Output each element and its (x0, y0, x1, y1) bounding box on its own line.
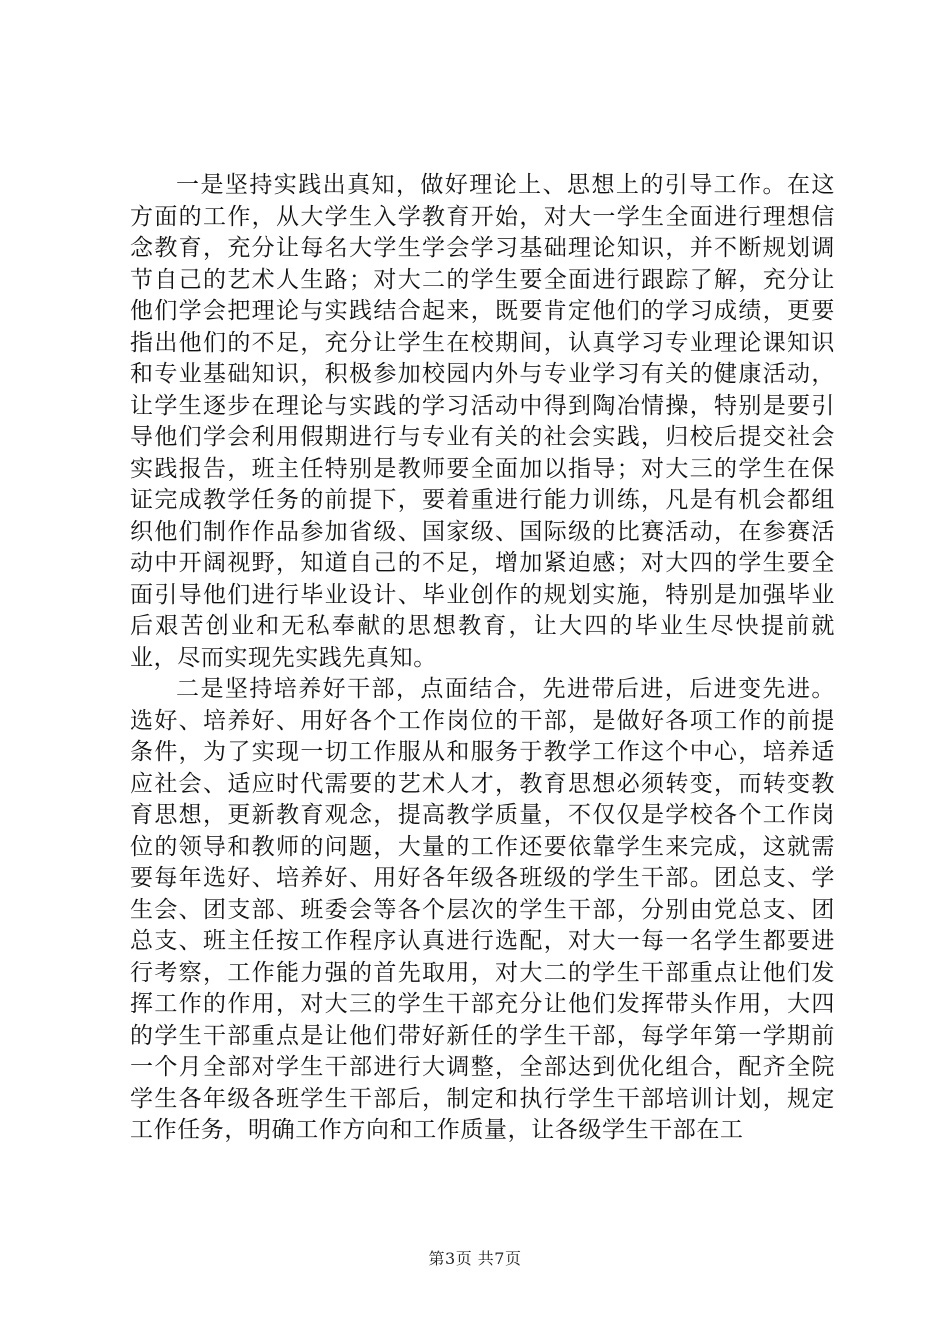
paragraph-practice: 一是坚持实践出真知，做好理论上、思想上的引导工作。在这方面的工作，从大学生入学教育开始，对大一学生全面进行理想信念教育，充分让每名大学生学会学习基础理论知识，并不断规划调节自己的艺术人生路；对大二的学生要全面进行跟踪了解，充分让他们学会把理论与实践结合起来，既要肯定他们的学习成绩，更要指出他们的不足，充分让学生在校期间，认真学习专业理论课知识和专业基础知识，积极参加校园内外与专业学习有关的健康活动，让学生逐步在理论与实践的学习活动中得到陶冶情操，特别是要引导他们学会利用假期进行与专业有关的社会实践，归校后提交社会实践报告，班主任特别是教师要全面加以指导；对大三的学生在保证完成教学任务的前提下，要着重进行能力训练，凡是有机会都组织他们制作作品参加省级、国家级、国际级的比赛活动，在参赛活动中开阔视野，知道自己的不足，增加紧迫感；对大四的学生要全面引导他们进行毕业设计、毕业创作的规划实施，特别是加强毕业后艰苦创业和无私奉献的思想教育，让大四的毕业生尽快提前就业，尽而实现先实践先真知。 (130, 172, 835, 671)
paragraph-cadres: 二是坚持培养好干部，点面结合，先进带后进，后进变先进。选好、培养好、用好各个工作岗位的干部，是做好各项工作的前提条件，为了实现一切工作服从和服务于教学工作这个中心，培养适应社会、适应时代需要的艺术人才，教育思想必须转变，而转变教育思想，更新教育观念，提高教学质量，不仅仅是学校各个工作岗位的领导和教师的问题，大量的工作还要依靠学生来完成，这就需要每年选好、培养好、用好各年级各班级的学生干部。团总支、学生会、团支部、班委会等各个层次的学生干部，分别由党总支、团总支、班主任按工作程序认真进行选配，对大一每一名学生都要进行考察，工作能力强的首先取用，对大二的学生干部重点让他们发挥工作的作用，对大三的学生干部充分让他们发挥带头作用，大四的学生干部重点是让他们带好新任的学生干部，每学年第一学期前一个月全部对学生干部进行大调整，全部达到优化组合，配齐全院学生各年级各班学生干部后，制定和执行学生干部培训计划，规定工作任务，明确工作方向和工作质量，让各级学生干部在工 (130, 676, 835, 1143)
document-body (130, 170, 835, 1147)
page-number-footer: 第3页 共7页 (428, 1249, 522, 1268)
